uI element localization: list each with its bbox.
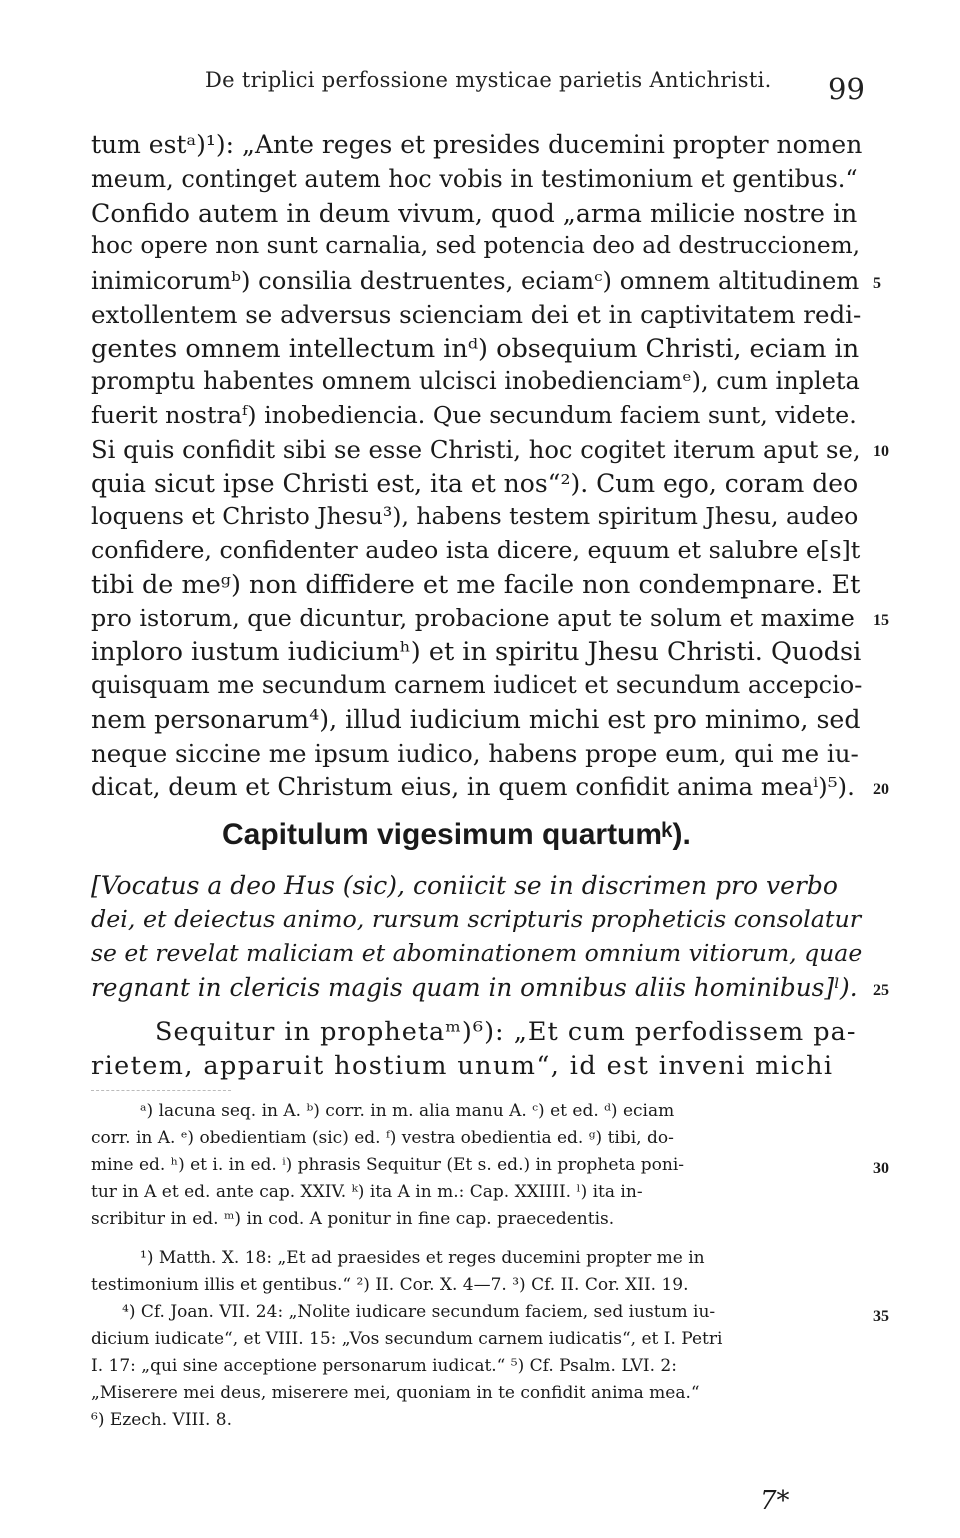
line-number: 25 [873, 982, 889, 999]
body-line: Si quis confidit sibi se esse Christi, hoc cogitet iterum aput se, [91, 435, 861, 464]
body-line: tum estᵃ)¹): „Ante reges et presides ducemini propter nomen [91, 130, 863, 159]
body-line: confidere, confidenter audeo ista dicere, equum et salubre e[s]t [91, 536, 861, 564]
body-line: Confido autem in deum vivum, quod „arma milicie nostre in [91, 199, 858, 228]
source-note: testimonium illis et gentibus.“ ²) II. Cor. X. 4—7. ³) Cf. II. Cor. XII. 19. [91, 1275, 689, 1295]
signature-mark: 7* [760, 1486, 790, 1516]
body-line: gentes omnem intellectum inᵈ) obsequium Christi, eciam in [91, 334, 860, 364]
body-line: Sequitur in prophetaᵐ)⁶): „Et cum perfodissem pa- [155, 1017, 857, 1047]
source-note: ⁶) Ezech. VIII. 8. [91, 1410, 233, 1430]
body-line: tibi de meᵍ) non diffidere et me facile non condempnare. Et [91, 570, 861, 600]
body-line: meum, continget autem hoc vobis in testimonium et gentibus.“ [91, 165, 858, 193]
body-line: promptu habentes omnem ulcisci inobedienciamᵉ), cum inpleta [91, 367, 860, 395]
apparatus-note: tur in A et ed. ante cap. XXIV. ᵏ) ita A in m.: Cap. XXIIII. ˡ) ita in- [91, 1182, 643, 1202]
source-note: I. 17: „qui sine acceptione personarum iudicat.“ ⁵) Cf. Psalm. LVI. 2: [91, 1356, 677, 1376]
page-number: 99 [828, 72, 865, 106]
body-line: loquens et Christo Jhesu³), habens testem spiritum Jhesu, audeo [91, 502, 859, 530]
line-number: 15 [873, 612, 889, 629]
source-note: „Miserere mei deus, miserere mei, quoniam in te confidit anima mea.“ [91, 1383, 700, 1403]
body-line: neque siccine me ipsum iudico, habens prope eum, qui me iu- [91, 739, 859, 768]
source-note: ⁴) Cf. Joan. VII. 24: „Nolite iudicare secundum faciem, sed iustum iu- [122, 1302, 716, 1322]
body-line: hoc opere non sunt carnalia, sed potencia deo ad destruccionem, [91, 232, 861, 259]
body-line: fuerit nostraᶠ) inobediencia. Que secundum faciem sunt, videte. [91, 401, 857, 429]
apparatus-note: ᵃ) lacuna seq. in A. ᵇ) corr. in m. alia manu A. ᶜ) et ed. ᵈ) eciam [140, 1101, 675, 1121]
body-line: extollentem se adversus scienciam dei et in captivitatem redi- [91, 300, 862, 329]
apparatus-note: corr. in A. ᵉ) obedientiam (sic) ed. ᶠ) vestra obedientia ed. ᵍ) tibi, do- [91, 1128, 674, 1148]
body-line: quia sicut ipse Christi est, ita et nos“²). Cum ego, coram deo [91, 469, 859, 498]
line-number: 10 [873, 443, 889, 460]
line-number: 30 [873, 1160, 889, 1177]
running-title: De triplici perfossione mysticae parietis Antichristi. [205, 68, 772, 92]
apparatus-note: mine ed. ʰ) et i. in ed. ⁱ) phrasis Sequitur (Et s. ed.) in propheta poni- [91, 1155, 685, 1175]
summary-line: se et revelat maliciam et abominationem omnium vitiorum, quae [91, 939, 863, 967]
source-note: dicium iudicate“, et VIII. 15: „Vos secundum carnem iudicatis“, et I. Petri [91, 1329, 723, 1349]
summary-line: [Vocatus a deo Hus (sic), coniicit se in discrimen pro verbo [91, 871, 838, 900]
body-line: rietem, apparuit hostium unum“, id est inveni michi [91, 1051, 834, 1081]
body-line: nem personarum⁴), illud iudicium michi est pro minimo, sed [91, 705, 861, 734]
body-line: inploro iustum iudiciumʰ) et in spiritu Jhesu Christi. Quodsi [91, 637, 862, 667]
chapter-heading: Capitulum vigesimum quartumᵏ). [222, 818, 691, 851]
line-number: 5 [873, 275, 881, 292]
source-note: ¹) Matth. X. 18: „Et ad praesides et reges ducemini propter me in [140, 1248, 705, 1268]
footnote-divider [91, 1090, 231, 1091]
body-line: pro istorum, que dicuntur, probacione aput te solum et maxime [91, 604, 855, 632]
line-number: 35 [873, 1308, 889, 1325]
line-number: 20 [873, 781, 889, 798]
summary-line: regnant in clericis magis quam in omnibus aliis hominibus]ˡ). [91, 973, 858, 1002]
body-line: inimicorumᵇ) consilia destruentes, eciamᶜ) omnem altitudinem [91, 266, 860, 295]
body-line: dicat, deum et Christum eius, in quem confidit anima meaⁱ)⁵). [91, 772, 855, 801]
body-line: quisquam me secundum carnem iudicet et secundum accepcio- [91, 671, 863, 699]
apparatus-note: scribitur in ed. ᵐ) in cod. A ponitur in fine cap. praecedentis. [91, 1209, 615, 1229]
summary-line: dei, et deiectus animo, rursum scripturis propheticis consolatur [91, 905, 862, 933]
